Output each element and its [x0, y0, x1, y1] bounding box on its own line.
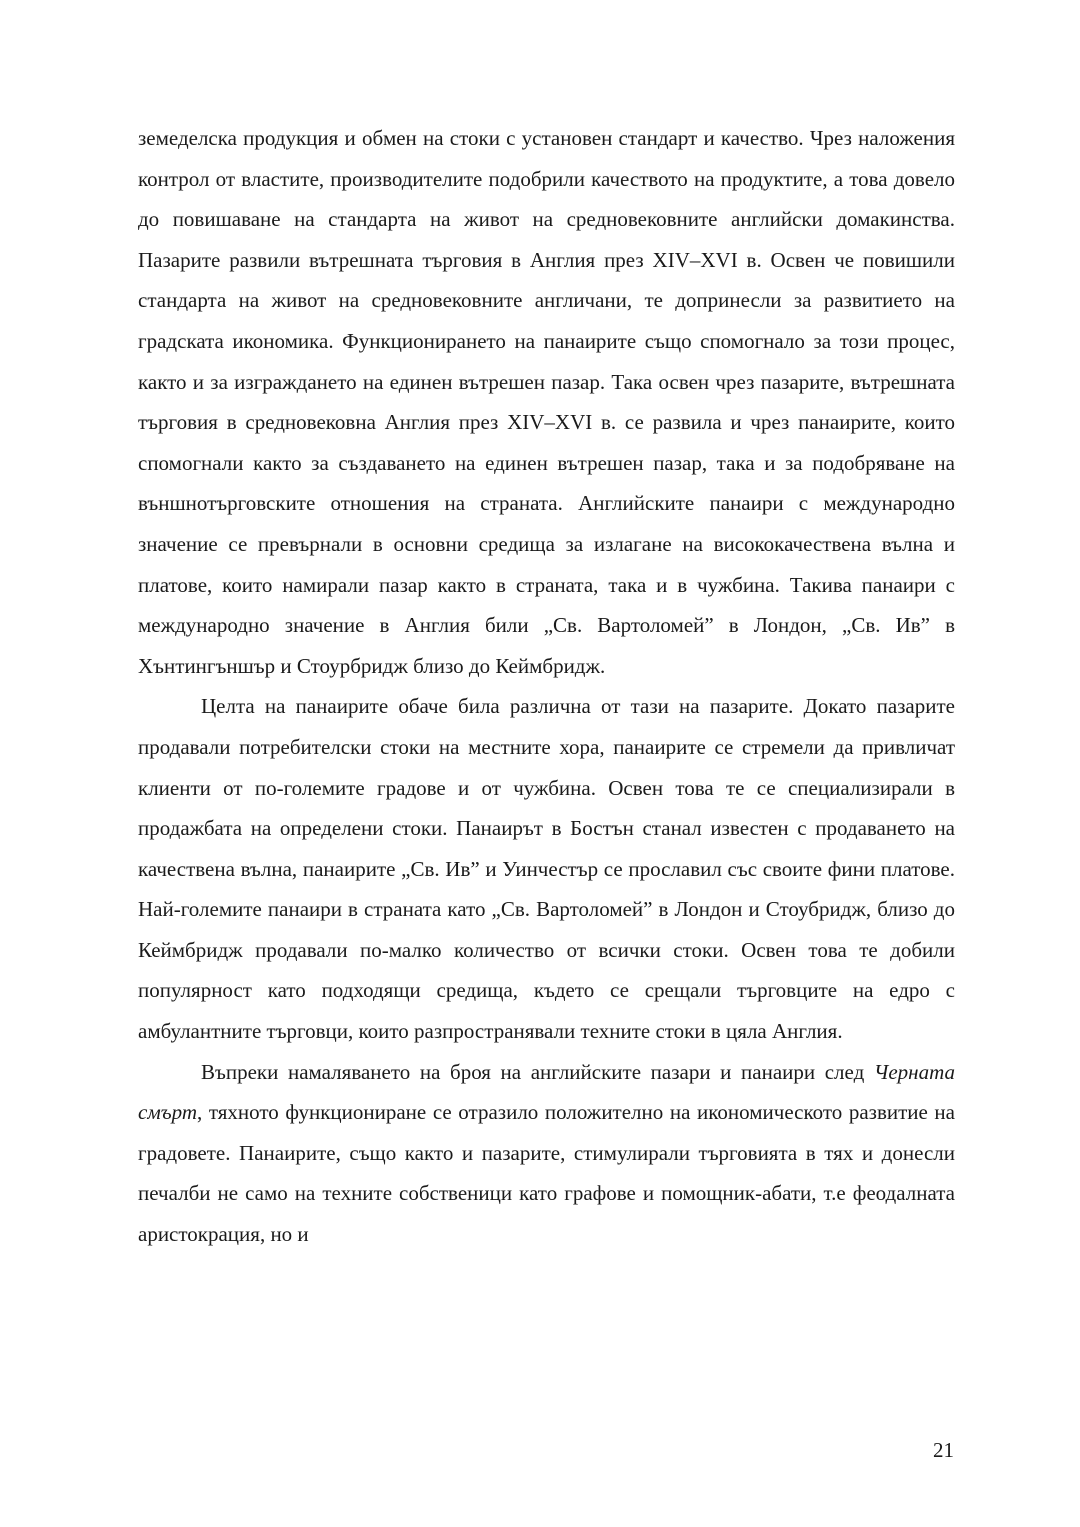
body-text: [138, 118, 955, 1255]
paragraph-3: [138, 1052, 955, 1255]
page-number: 21: [933, 1438, 954, 1462]
paragraph-3-italic-term: Черната смърт: [138, 1059, 955, 1125]
paragraph-3-rest: , тяхното функциониране се отразило положително на икономическото развитие на градовете. Панаирите, също както и пазарите, стимулирали търговията в тях и донесли печалби не само на техните собственици като графове и помощник-абати, т.е феодалната аристокрация, но и: [138, 1100, 955, 1247]
paragraph-2: Целта на панаирите обаче била различна от тази на пазарите. Докато пазарите продавали потребителски стоки на местните хора, панаирите се стремели да привличат клиенти от по-големите градове и от чужбина. Освен това те се специализирали в продажбата на определени стоки. Панаирът в Бостън станал известен с продаването на качествена вълна, панаирите „Св. Ив” и Уинчестър се прославил със своите фини платове. Най-големите панаири в страната като „Св. Вартоломей” в Лондон и Стоубридж, близо до Кеймбридж продавали по-малко количество от всички стоки. Освен това те добили популярност като подходящи средища, където се срещали търговците на едро с амбулантните търговци, които разпространявали техните стоки в цяла Англия.: [138, 694, 955, 1044]
paragraph-3-start: Въпреки намаляването на броя на английските пазари и панаири след: [201, 1059, 874, 1084]
paragraph-1: земеделска продукция и обмен на стоки с установен стандарт и качество. Чрез наложения контрол от властите, производителите подобрили качеството на продуктите, а това довело до повишаване на стандарта на живот на средновековните английски домакинства. Пазарите развили вътрешната търговия в Англия през XIV–XVI в. Освен че повишили стандарта на живот на средновековните англичани, те допринесли за развитието на градската икономика. Функционирането на панаирите също спомогнало за този процес, както и за изграждането на единен вътрешен пазар. Така освен чрез пазарите, вътрешната търговия в средновековна Англия през XIV–XVI в. се развила и чрез панаирите, които спомогнали както за създаването на единен вътрешен пазар, така и за подобряване на външнотърговските отношения на страната. Английските панаири с международно значение се превърнали в основни средища за излагане на висококачествена вълна и платове, които намирали пазар както в страната, така и в чужбина. Такива панаири с международно значение в Англия били „Св. Вартоломей” в Лондон, „Св. Ив” в Хънтингъншър и Стоурбридж близо до Кеймбридж.: [138, 126, 955, 678]
